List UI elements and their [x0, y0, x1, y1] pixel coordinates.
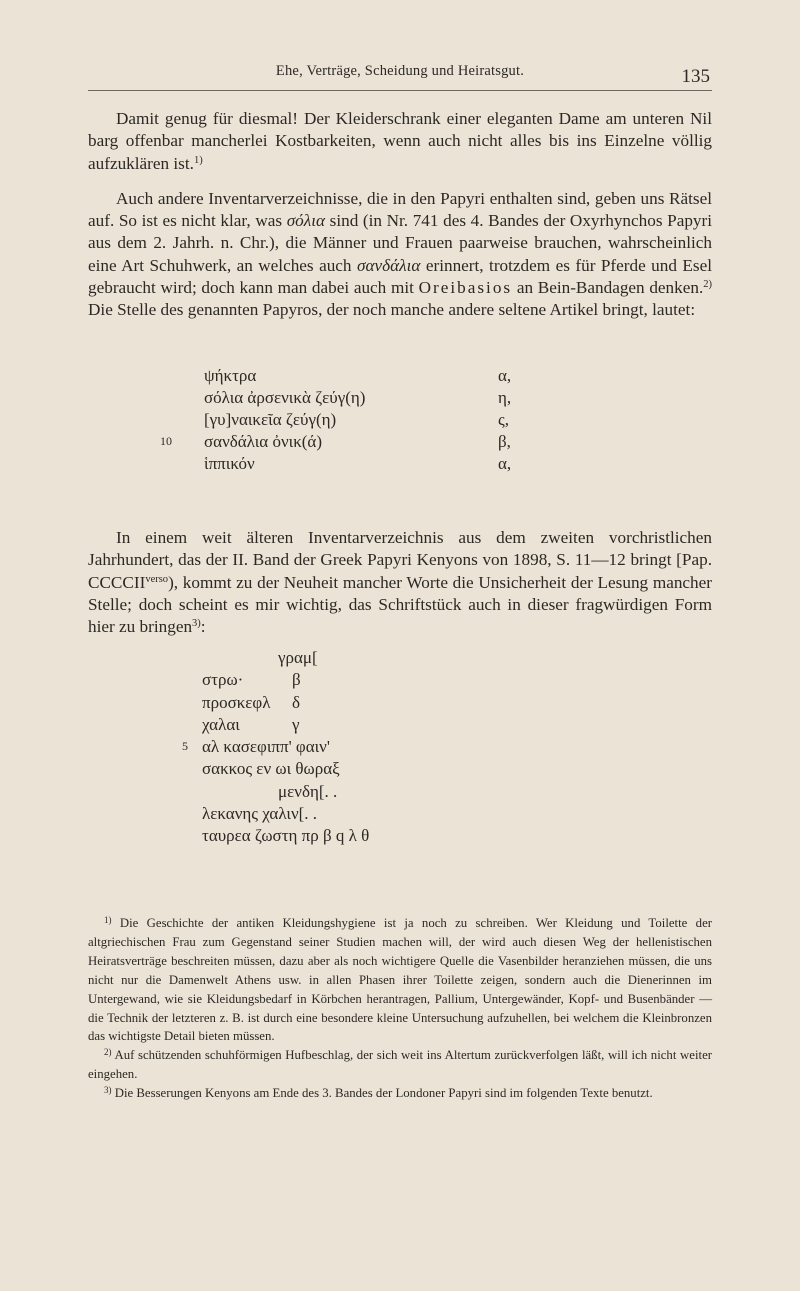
- inventory-2-line: [182, 693, 502, 715]
- inventory-1-line: [160, 432, 522, 454]
- page-number: 135: [681, 66, 710, 87]
- page-header: [88, 60, 712, 91]
- quantity-numeral: β,: [498, 432, 511, 451]
- footnote-ref-3: 3): [192, 618, 201, 630]
- paragraph-2-text-b: sind (in Nr. 741 des 4. Bandes der Oxyrhynchos Papyri aus dem 2. Jahrh. n. Chr.), die Männer und Frauen paarweise brauchen, wahrscheinlich eine Art Schuhwerk, an welches auch: [88, 211, 713, 275]
- greek-word-solia: σόλια: [286, 211, 326, 231]
- greek-entry: χαλαι: [202, 714, 240, 734]
- paragraph-3: [88, 527, 712, 638]
- quantity-numeral: ς,: [498, 410, 509, 429]
- greek-inventory-list-1: [160, 366, 522, 476]
- greek-entry: ἱππικόν: [204, 454, 255, 473]
- line-number: 5: [182, 739, 188, 754]
- quantity-numeral: β: [292, 670, 301, 690]
- running-head: Ehe, Verträge, Scheidung und Heiratsgut.: [275, 63, 525, 79]
- quantity-numeral: δ: [292, 692, 301, 712]
- footnote-1: [88, 914, 712, 1046]
- greek-word-sandalia: σανδάλια: [357, 255, 421, 275]
- footnote-mark: 3): [104, 1085, 112, 1096]
- greek-entry: στρω·: [202, 670, 244, 690]
- paragraph-3-text-a: In einem weit älteren Inventarverzeichnis aus dem zweiten vorchristlichen Jahrhundert, das der II. Band der Greek Papyri Kenyons von 1898, S. 11—12 bringt [Pap. CCCCII: [88, 528, 712, 592]
- main-text-continued: [88, 527, 712, 638]
- inventory-1-line: [182, 454, 522, 476]
- greek-entry: γραμ[: [278, 648, 318, 667]
- paragraph-3-text-b: ), kommt zu der Neuheit mancher Worte die Unsicherheit der Lesung mancher Stelle; doch scheint es mir wichtig, das Schriftstück auch in dieser fragwürdigen Form hier zu bringen: [88, 572, 712, 637]
- paragraph-3-text-c: :: [200, 617, 206, 637]
- paragraph-2: [88, 188, 712, 322]
- footnote-text: Auf schützenden schuhförmigen Hufbeschlag, der sich weit ins Altertum zurückverfolgen läßt, will ich nicht weiter eingehen.: [88, 1048, 713, 1082]
- line-number: 10: [160, 434, 172, 448]
- greek-entry: λεκανης χαλιν[. .: [202, 804, 318, 824]
- greek-entry: μενδη[. .: [278, 781, 338, 801]
- footnote-text: Die Besserungen Kenyons am Ende des 3. Bandes der Londoner Papyri sind im folgenden Texte benutzt.: [114, 1086, 653, 1101]
- paragraph-2-text-d: an Bein-Bandagen denken.: [516, 278, 704, 298]
- inventory-2-line: [182, 648, 502, 670]
- quantity-numeral: α,: [498, 454, 512, 473]
- greek-entry: σόλια ἀρσενικὰ ζεύγ(η): [204, 388, 366, 407]
- paragraph-2-text-e: Die Stelle des genannten Papyros, der noch manche andere seltene Artikel bringt, lautet:: [88, 300, 696, 320]
- inventory-2-line: [182, 759, 502, 781]
- footnote-text: Die Geschichte der antiken Kleidungshygiene ist ja noch zu schreiben. Wer Kleidung und Toilette der altgriechischen Frau zum Gegenstand seiner Studien machen will, der wird auch diesen Weg der hellenistischen Heiratsverträge beschreiten müssen, dazu aber als noch wichtigere Quelle die Vasenbilder heranziehen müssen, die uns nicht nur die Damenwelt Athens usw. in allen Phasen ihrer Toilette zeigen, sondern auch die Dienerinnen im Untergewand, wie sie Kleidungsbedarf in Körbchen herantragen, Pallium, Untergewänder, Kopf- und Busenbänder — die Technik der letzteren z. B. ist durch eine besondere kleine Untersuchung aufzuhellen, bei welchem die Kleinbronzen das wichtigste Detail bieten müssen.: [88, 916, 713, 1044]
- greek-entry: σακκος εν ωι θωραξ: [202, 759, 340, 779]
- footnote-3: [88, 1084, 712, 1103]
- inventory-1-line: [182, 388, 522, 410]
- quantity-numeral: γ: [292, 714, 300, 734]
- footnote-2: [88, 1046, 712, 1084]
- footnote-mark: 1): [104, 915, 112, 925]
- greek-entry: [γυ]ναικεῖα ζεύγ(η): [204, 410, 337, 429]
- paragraph-1-text: Damit genug für diesmal! Der Kleiderschrank einer eleganten Dame am unteren Nil barg offenbar mancherlei Kostbarkeiten, wenn auch nicht alles bis ins Einzelne völlig aufzuklären ist.: [88, 109, 712, 173]
- footnote-ref-2: 2): [703, 279, 713, 291]
- inventory-1-line: [182, 410, 522, 432]
- greek-inventory-list-2: [182, 648, 502, 849]
- verso-superscript: verso: [145, 573, 169, 585]
- inventory-2-line: [182, 782, 502, 804]
- main-text: [88, 108, 712, 322]
- paragraph-1: [88, 108, 712, 175]
- inventory-2-line: [182, 715, 502, 737]
- inventory-2-line: [182, 670, 502, 692]
- paragraph-2-text-c: erinnert, trotzdem es für Pferde und Esel gebraucht wird; doch kann man dabei auch mit: [88, 255, 713, 298]
- inventory-1-line: [182, 366, 522, 388]
- quantity-numeral: α,: [498, 366, 512, 385]
- inventory-2-line: [182, 804, 502, 826]
- footnote-mark: 2): [104, 1047, 112, 1058]
- greek-entry: αλ κασεφιππ' φαιν': [202, 737, 330, 757]
- footnotes: [88, 914, 712, 1103]
- author-name: Oreibasios: [418, 278, 513, 298]
- paragraph-2-text-a: Auch andere Inventarverzeichnisse, die in den Papyri enthalten sind, geben uns Rätsel auf. So ist es nicht klar, was: [88, 188, 712, 231]
- quantity-numeral: η,: [498, 388, 512, 407]
- greek-entry: ψήκτρα: [204, 366, 257, 385]
- inventory-2-line: [182, 737, 502, 759]
- greek-entry: ταυρεα ζωστη πρ β q λ θ: [202, 826, 370, 846]
- footnote-ref-1: 1): [193, 154, 203, 166]
- greek-entry: προσκεφλ: [202, 692, 271, 712]
- greek-entry: σανδάλια ὀνικ(ά): [204, 432, 322, 451]
- inventory-2-line: [182, 826, 502, 848]
